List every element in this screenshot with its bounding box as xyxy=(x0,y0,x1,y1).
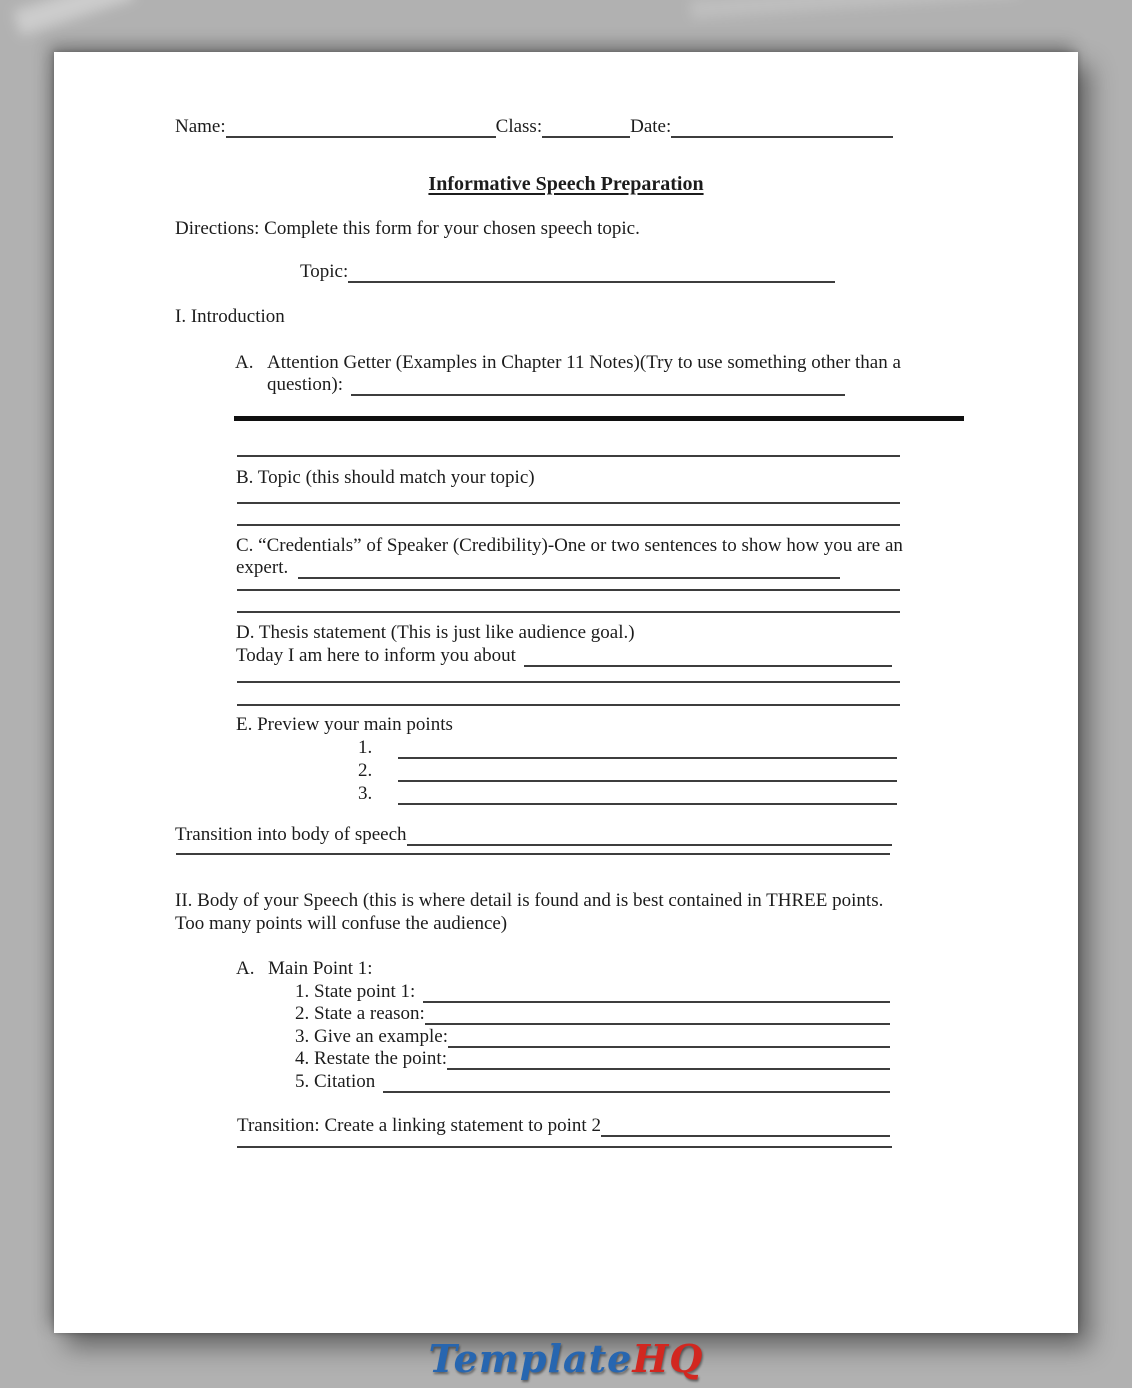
name-blank-line xyxy=(226,117,496,138)
step-2-blank-line xyxy=(425,1004,890,1025)
item-a-number: A. xyxy=(235,352,254,373)
intro-item-d: D. Thesis statement (This is just like audience goal.) xyxy=(236,622,635,643)
templatehq-logo-template: Template xyxy=(428,1336,633,1381)
background-light-streak xyxy=(690,0,1021,19)
step-restate-point: 4. Restate the point: xyxy=(295,1047,890,1070)
transition-2-row: Transition: Create a linking statement to point 2 xyxy=(237,1114,890,1137)
transition-1-row: Transition into body of speech xyxy=(175,823,892,846)
main-point-number: A. xyxy=(236,958,255,979)
header-row xyxy=(175,115,893,138)
step-give-example: 3. Give an example: xyxy=(295,1025,890,1048)
class-label: Class: xyxy=(495,116,543,137)
writing-line xyxy=(237,455,900,457)
step-1-blank-line xyxy=(423,982,890,1003)
step-3-blank-line xyxy=(448,1027,890,1048)
preview-point-3: 3. xyxy=(358,782,897,805)
writing-line xyxy=(237,524,900,526)
step-5-blank-line xyxy=(383,1072,890,1093)
templatehq-logo xyxy=(0,1334,1132,1384)
directions-text: Directions: Complete this form for your chosen speech topic. xyxy=(175,218,640,239)
main-point-1-heading: A. Main Point 1: xyxy=(236,958,373,979)
background-light-streak xyxy=(13,0,135,36)
intro-heading: I. Introduction xyxy=(175,306,285,327)
preview-blank-line-3 xyxy=(398,784,897,805)
writing-line xyxy=(237,704,900,706)
date-blank-line xyxy=(671,117,893,138)
topic-label: Topic: xyxy=(300,261,349,282)
body-heading-line1: II. Body of your Speech (this is where detail is found and is best contained in THREE points. xyxy=(175,890,884,911)
writing-line xyxy=(237,1146,892,1148)
writing-line xyxy=(176,853,890,855)
thesis-prompt-row: Today I am here to inform you about xyxy=(236,644,892,667)
step-state-point: 1. State point 1: xyxy=(295,980,890,1003)
writing-line xyxy=(237,611,900,613)
intro-item-e: E. Preview your main points xyxy=(236,714,453,735)
intro-item-a-line1: A. Attention Getter (Examples in Chapter 11 Notes)(Try to use something other than a xyxy=(235,352,901,373)
name-label: Name: xyxy=(175,116,226,137)
preview-point-1: 1. xyxy=(358,736,897,759)
class-blank-line xyxy=(542,117,630,138)
preview-point-2: 2. xyxy=(358,759,897,782)
thick-divider-line xyxy=(234,416,964,421)
document-title: Informative Speech Preparation xyxy=(428,173,704,195)
intro-item-b: B. Topic (this should match your topic) xyxy=(236,467,535,488)
intro-item-c-line2: expert. xyxy=(236,556,840,579)
intro-item-c-line1: C. “Credentials” of Speaker (Credibility)-One or two sentences to show how you are an xyxy=(236,535,903,556)
transition-1-blank-line xyxy=(407,825,892,846)
thesis-blank-line xyxy=(524,646,892,667)
topic-blank-line xyxy=(348,262,835,283)
topic-row xyxy=(300,260,835,283)
step-citation: 5. Citation xyxy=(295,1070,890,1093)
writing-line xyxy=(237,589,900,591)
transition-2-blank-line xyxy=(601,1116,890,1137)
step-4-blank-line xyxy=(447,1049,890,1070)
document-page xyxy=(54,52,1078,1333)
date-label: Date: xyxy=(630,116,672,137)
preview-blank-line-1 xyxy=(398,738,897,759)
intro-item-a-line2: question): xyxy=(267,373,845,396)
writing-line xyxy=(237,502,900,504)
preview-blank-line-2 xyxy=(398,761,897,782)
attention-getter-blank-line xyxy=(351,375,845,396)
step-state-reason: 2. State a reason: xyxy=(295,1002,890,1025)
body-heading-line2: Too many points will confuse the audience) xyxy=(175,913,508,934)
writing-line xyxy=(237,681,900,683)
credentials-blank-line xyxy=(298,558,840,579)
templatehq-logo-hq: HQ xyxy=(632,1336,704,1381)
